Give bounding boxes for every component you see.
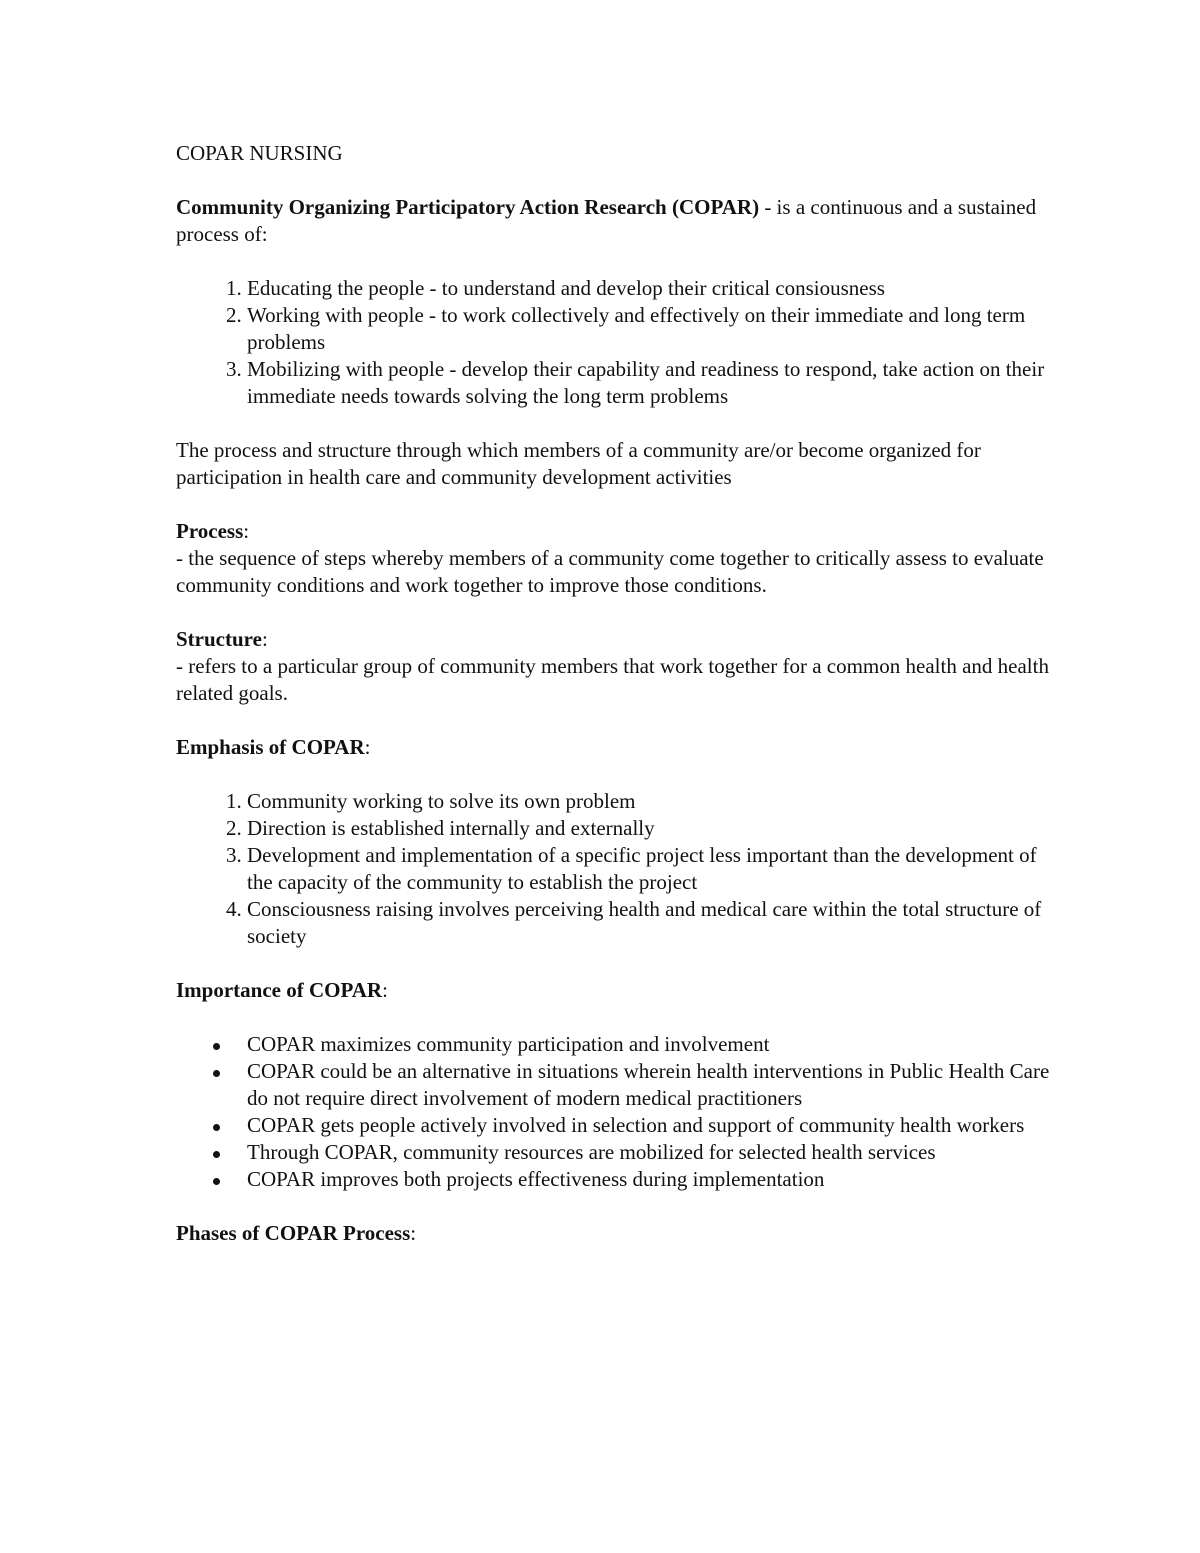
process-list — [176, 275, 1056, 410]
bullet-icon — [213, 1070, 220, 1077]
bullet-icon — [213, 1043, 220, 1050]
document-title: COPAR NURSING — [176, 141, 343, 165]
structure-colon: : — [261, 627, 268, 651]
list-item: 3. Mobilizing with people - develop their capability and readiness to respond, take action on their immediate needs towards solving the long term problems — [247, 356, 1056, 410]
list-item: 3. Development and implementation of a specific project less important than the development of the capacity of the community to establish the project — [247, 842, 1056, 896]
definition-term: Community Organizing Participatory Action Research (COPAR) — [176, 195, 760, 219]
phases-heading-line — [176, 1220, 1056, 1247]
process-heading: Process — [176, 519, 244, 543]
spacer — [176, 1004, 1056, 1031]
list-item — [247, 1166, 1056, 1193]
process-section — [176, 518, 1056, 599]
list-item-text: COPAR gets people actively involved in selection and support of community health workers — [247, 1113, 1025, 1137]
bullet-icon — [213, 1178, 220, 1185]
list-item: 2. Working with people - to work collectively and effectively on their immediate and long term problems — [247, 302, 1056, 356]
importance-heading-line — [176, 977, 1056, 1004]
list-item-text: COPAR maximizes community participation and involvement — [247, 1032, 770, 1056]
list-item-text: COPAR could be an alternative in situations wherein health interventions in Public Health Care do not require direct involvement of modern medical practitioners — [247, 1059, 1050, 1110]
structure-text: - refers to a particular group of community members that work together for a common health and health related goals. — [176, 654, 1049, 705]
structure-heading: Structure — [176, 627, 262, 651]
phases-heading: Phases of COPAR Process — [176, 1221, 411, 1245]
importance-colon: : — [382, 978, 388, 1002]
summary-paragraph: The process and structure through which members of a community are/or become organized for participation in health care and community development activities — [176, 438, 981, 489]
process-text: - the sequence of steps whereby members of a community come together to critically assess to evaluate community conditions and work together to improve those conditions. — [176, 546, 1044, 597]
emphasis-colon: : — [364, 735, 371, 759]
structure-heading-line — [176, 626, 1056, 653]
list-item — [247, 1112, 1056, 1139]
list-item: 1. Educating the people - to understand and develop their critical consiousness — [247, 275, 1056, 302]
importance-heading: Importance of COPAR — [176, 978, 383, 1002]
definition-paragraph — [176, 194, 1056, 248]
list-item — [247, 1139, 1056, 1166]
process-heading-line — [176, 518, 1056, 545]
spacer — [176, 761, 1056, 788]
list-item — [247, 1058, 1056, 1112]
list-item — [247, 1031, 1056, 1058]
list-item-text: COPAR improves both projects effectiveness during implementation — [247, 1167, 825, 1191]
list-item: 2. Direction is established internally and externally — [247, 815, 1056, 842]
importance-list — [176, 1031, 1056, 1193]
structure-section — [176, 626, 1056, 707]
list-item: 1. Community working to solve its own problem — [247, 788, 1056, 815]
bullet-icon — [213, 1151, 220, 1158]
phases-colon: : — [410, 1221, 417, 1245]
emphasis-heading: Emphasis of COPAR — [176, 735, 365, 759]
emphasis-heading-line — [176, 734, 1056, 761]
document-page — [176, 140, 1056, 1247]
process-colon: : — [243, 519, 250, 543]
emphasis-list — [176, 788, 1056, 950]
list-item-text: Through COPAR, community resources are mobilized for selected health services — [247, 1140, 936, 1164]
definition-text: - is a continuous and a sustained process of: — [176, 195, 1037, 246]
list-item: 4. Consciousness raising involves perceiving health and medical care within the total structure of society — [247, 896, 1056, 950]
bullet-icon — [213, 1124, 220, 1131]
